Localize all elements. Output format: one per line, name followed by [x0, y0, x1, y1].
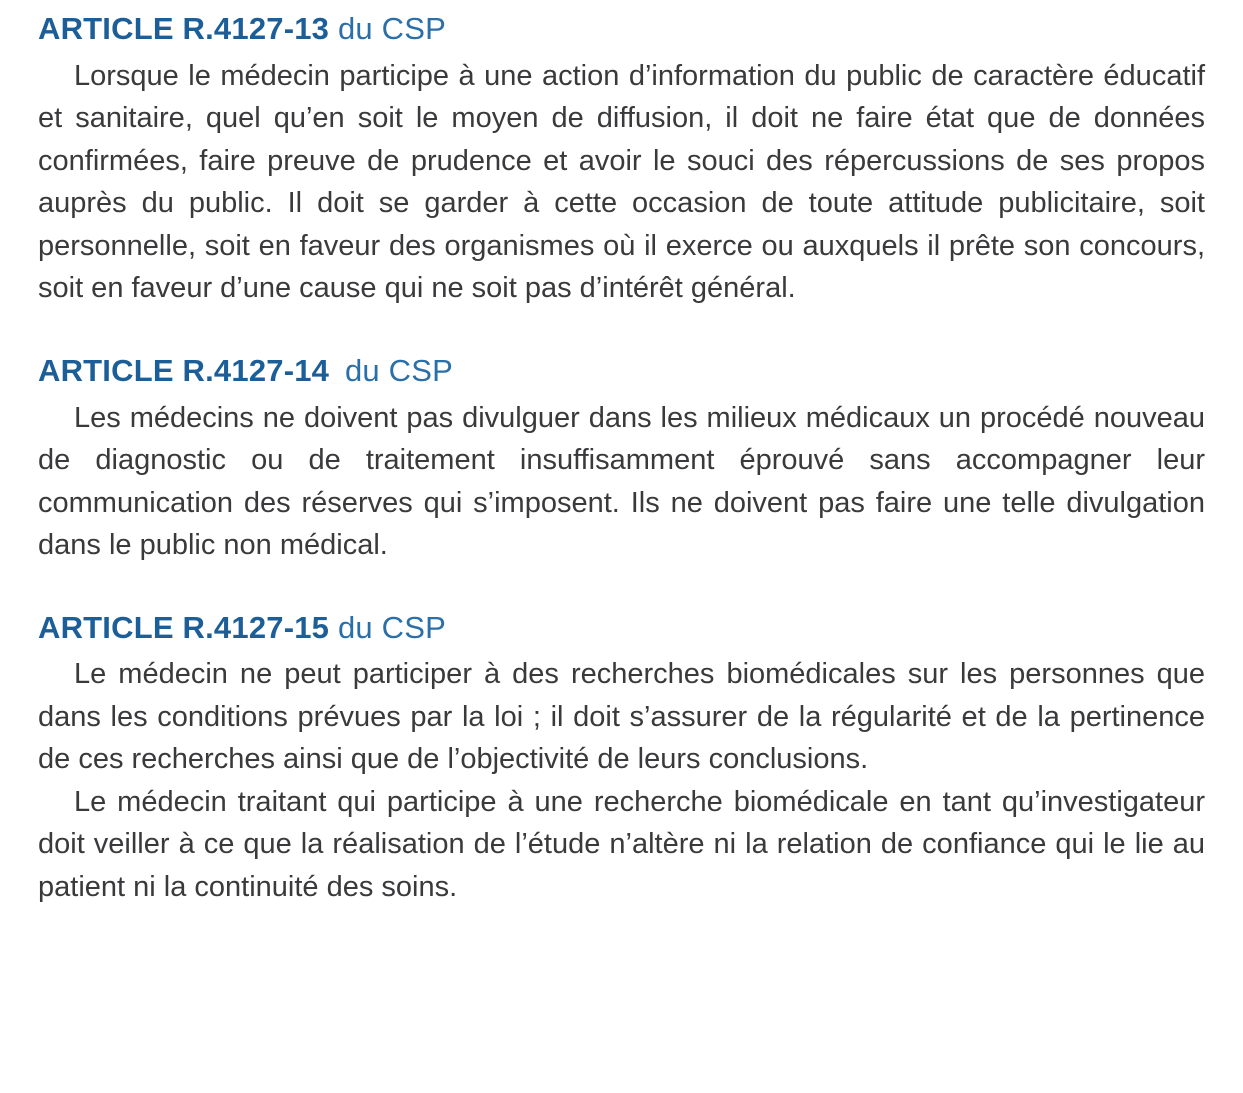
article-body [38, 55, 1205, 310]
article-number: ARTICLE R.4127-13 [38, 11, 330, 46]
article-paragraph: Le médecin traitant qui participe à une recherche biomédicale en tant qu’investigateur doit veiller à ce que la réalisation de l’étude n’altère ni la relation de confiance qui le lie au patient ni la continuité des soins. [38, 785, 1205, 903]
article-section-r4127-13 [38, 10, 1205, 310]
article-paragraph: Lorsque le médecin participe à une action d’information du public de caractère éducatif et sanitaire, quel qu’en soit le moyen de diffusion, il doit ne faire état que de données confirmées, faire preuve de prudence et avoir le souci des répercussions de ses propos auprès du public. Il doit se garder à cette occasion de toute attitude publicitaire, soit personnelle, soit en faveur des organismes où il exerce ou auxquels il prête son concours, soit en faveur d’une cause qui ne soit pas d’intérêt général. [38, 59, 1205, 305]
article-source: du CSP [344, 352, 453, 388]
article-number: ARTICLE R.4127-14 [38, 352, 330, 388]
article-source: du CSP [337, 11, 446, 46]
article-body [38, 397, 1205, 567]
article-body [38, 653, 1205, 908]
article-heading [38, 10, 1205, 49]
article-heading [38, 352, 1205, 391]
article-section-r4127-14 [38, 352, 1205, 567]
article-number: ARTICLE R.4127-15 [38, 609, 330, 645]
article-source: du CSP [337, 609, 446, 645]
article-paragraph: Les médecins ne doivent pas divulguer dans les milieux médicaux un procédé nouveau de diagnostic ou de traitement insuffisamment éprouvé sans accompagner leur communication des réserves qui s’imposent. Ils ne doivent pas faire une telle divulgation dans le public non médical. [38, 401, 1205, 561]
article-paragraph: Le médecin ne peut participer à des recherches biomédicales sur les personnes que dans les conditions prévues par la loi ; il doit s’assurer de la régularité et de la pertinence de ces recherches ainsi que de l’objectivité de leurs conclusions. [38, 658, 1205, 776]
article-heading [38, 609, 1205, 648]
article-section-r4127-15 [38, 609, 1205, 909]
